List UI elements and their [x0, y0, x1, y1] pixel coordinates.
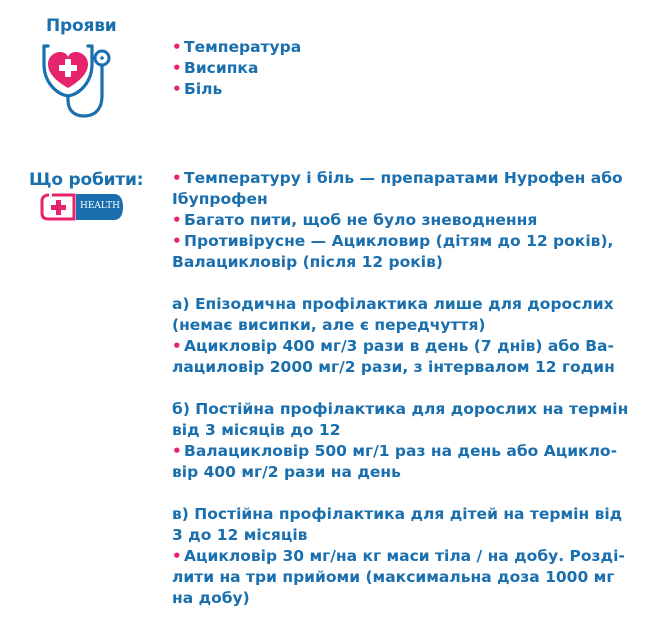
bullet-icon: • [172, 337, 182, 355]
item-text: на добу) [172, 589, 250, 607]
list-item [172, 168, 628, 210]
actions-list [172, 168, 628, 609]
list-item [172, 441, 628, 483]
heading-line: а) Епізодична профілактика лише для дорослих [172, 295, 614, 313]
bullet-icon: • [172, 59, 182, 77]
actions-title: Що робити: [29, 170, 144, 190]
bullet-icon: • [172, 38, 182, 56]
heading-line: (немає висипки, але є передчуття) [172, 316, 486, 334]
bullet-icon: • [172, 232, 182, 250]
section-heading [172, 504, 628, 546]
bullet-icon: • [172, 169, 182, 187]
item-text: Валацикловір (після 12 років) [172, 253, 444, 271]
bullet-icon: • [172, 80, 182, 98]
list-item [172, 336, 628, 378]
symptoms-list [172, 37, 301, 100]
heading-line: б) Постійна профілактика для дорослих на термін [172, 400, 629, 418]
symptom-label: Температура [184, 38, 302, 56]
item-text: Валацикловір 500 мг/1 раз на день або Ацикло- [184, 442, 618, 460]
heading-line: в) Постійна профілактика для дітей на термін від [172, 505, 623, 523]
list-item [172, 231, 628, 273]
item-text: Ібупрофен [172, 190, 268, 208]
list-item [172, 58, 301, 79]
symptom-label: Висипка [184, 59, 259, 77]
list-item [172, 546, 628, 609]
symptom-label: Біль [184, 80, 223, 98]
section-heading [172, 399, 628, 441]
heading-line: від 3 місяців до 12 [172, 421, 341, 439]
item-text: Противірусне — Ацикловир (дітям до 12 років), [184, 232, 614, 250]
item-text: Температуру і біль — препаратами Нурофен або [184, 169, 623, 187]
item-text: вір 400 мг/2 рази на день [172, 463, 401, 481]
symptoms-title: Прояви [46, 16, 117, 36]
health-badge-label: HEALTH [80, 201, 121, 211]
heading-line: 3 до 12 місяців [172, 526, 308, 544]
bullet-icon: • [172, 442, 182, 460]
stethoscope-heart-icon [40, 42, 122, 118]
list-item [172, 210, 628, 231]
list-item [172, 79, 301, 100]
bullet-icon: • [172, 547, 182, 565]
bullet-icon: • [172, 211, 182, 229]
item-text: Ацикловір 400 мг/3 рази в день (7 днів) або Ва- [184, 337, 614, 355]
item-text: Багато пити, щоб не було зневоднення [184, 211, 538, 229]
item-text: лациловір 2000 мг/2 рази, з інтервалом 12 годин [172, 358, 615, 376]
item-text: лити на три прийоми (максимальна доза 1000 мг [172, 568, 615, 586]
item-text: Ацикловір 30 мг/на кг маси тіла / на добу. Розді- [184, 547, 625, 565]
list-item [172, 37, 301, 58]
section-heading [172, 294, 628, 336]
